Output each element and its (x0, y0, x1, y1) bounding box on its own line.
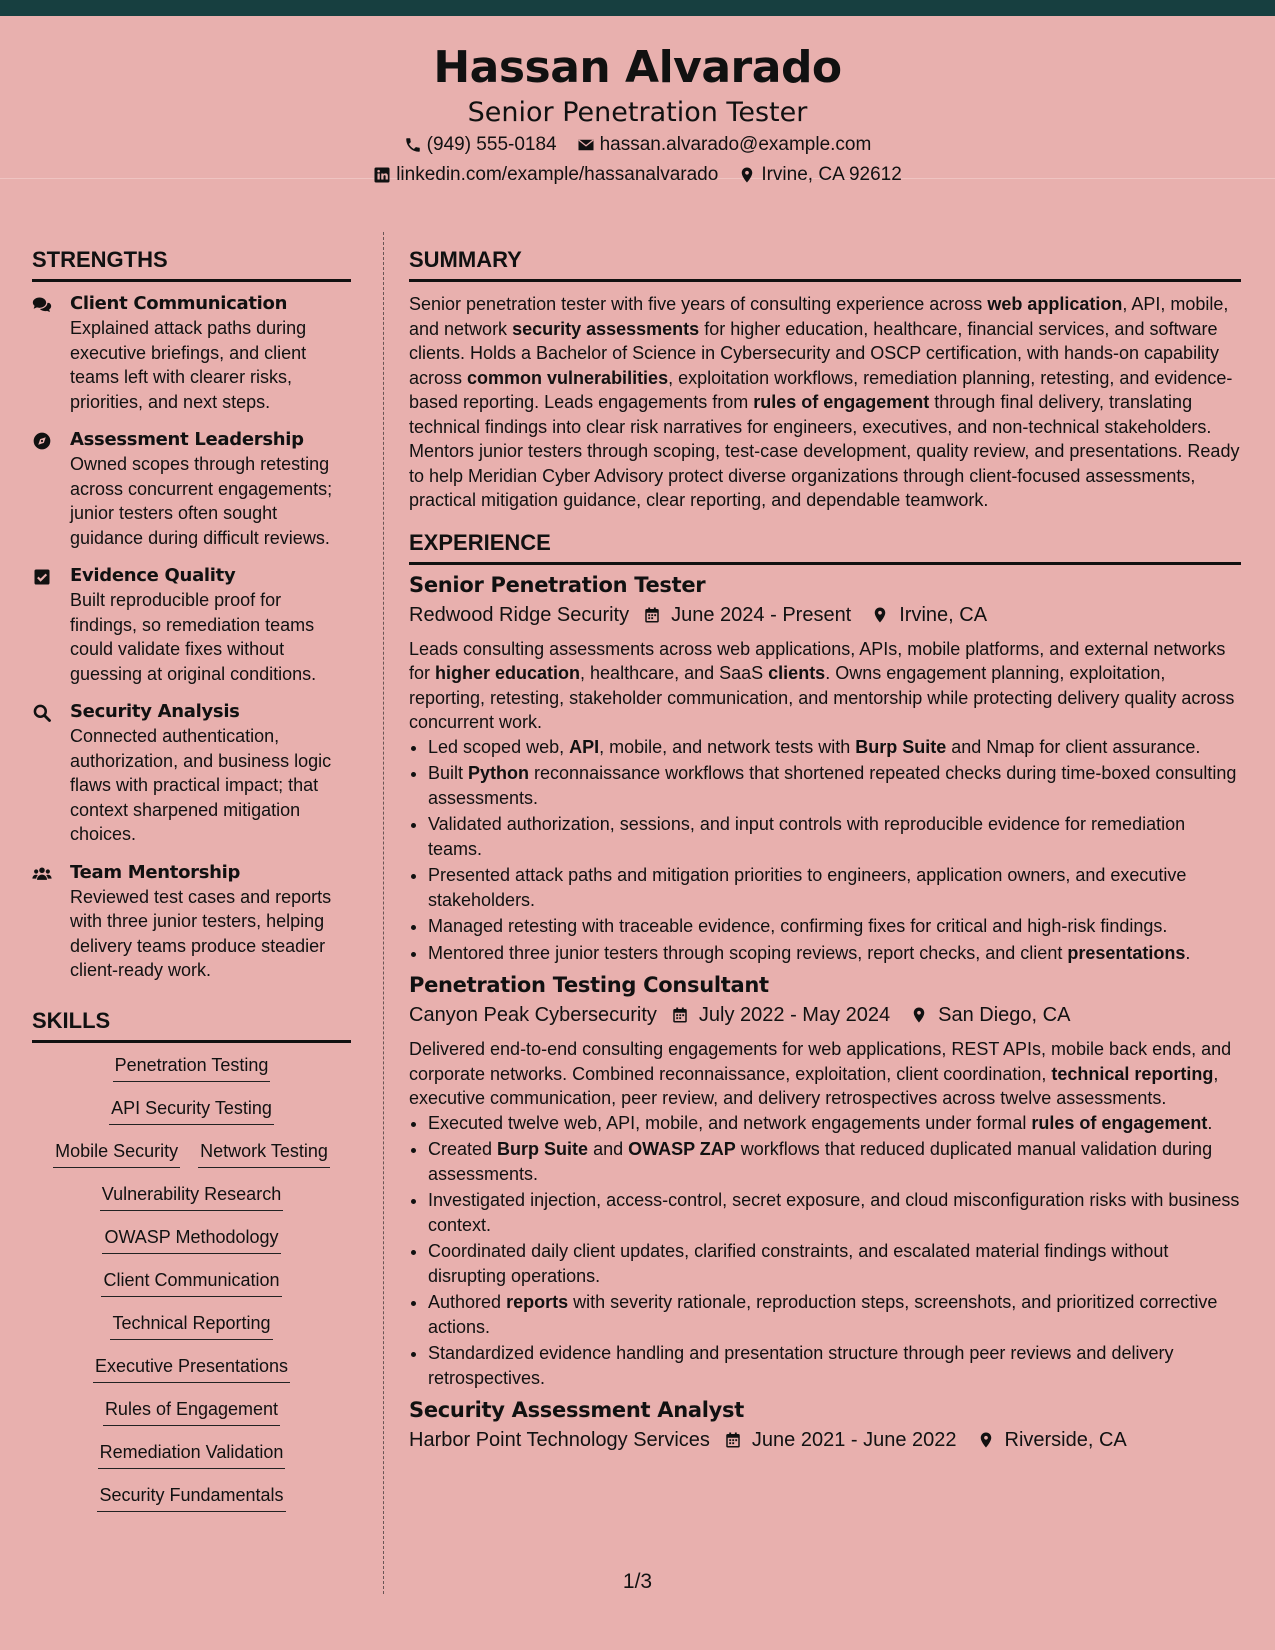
strength-desc: Reviewed test cases and reports with three junior testers, helping delivery teams produce steadier client-ready work. (70, 886, 332, 980)
left-column (32, 232, 351, 1526)
calendar-icon (643, 605, 661, 625)
contact-line-2 (0, 160, 1275, 190)
job-title: Penetration Testing Consultant (409, 973, 769, 997)
page-number: 1/3 (622, 1570, 653, 1593)
email-address[interactable]: hassan.alvarado@example.com (599, 134, 872, 155)
location-contact (738, 160, 901, 190)
job-bullet: • Managed retesting with traceable evidence, confirming fixes for critical and high-risk findings. (428, 914, 1241, 939)
calendar-icon (724, 1430, 742, 1450)
experience-rule (409, 562, 1241, 565)
job-location: Irvine, CA (899, 603, 988, 626)
contact-line-1 (0, 130, 1275, 160)
experience-heading: EXPERIENCE (409, 529, 551, 555)
job-bullet: • Authored reports with severity rationale, reproduction steps, screenshots, and prioritized corrective actions. (428, 1290, 1241, 1339)
job-location: Riverside, CA (1004, 1429, 1127, 1451)
skill-tag: Client Communication (101, 1268, 281, 1297)
calendar-icon (671, 1005, 689, 1025)
job-dates: June 2021 - June 2022 (751, 1429, 957, 1451)
job-bullets (409, 735, 1241, 966)
strength-item (32, 428, 351, 550)
linkedin-icon (373, 166, 391, 184)
strength-title: Security Analysis (70, 701, 240, 722)
map-pin-icon (871, 605, 889, 625)
skills-list (32, 1053, 351, 1512)
skill-tag: Security Fundamentals (97, 1483, 285, 1512)
linkedin-contact[interactable] (373, 160, 718, 190)
strength-desc: Connected authentication, authorization, and business logic flaws with practical impact; that context sharpened mitigation choices. (70, 726, 332, 844)
skills-heading: SKILLS (32, 1007, 111, 1033)
strength-title: Team Mentorship (70, 861, 241, 883)
job-description: Delivered end-to-end consulting engagements for web applications, REST APIs, mobile back ends, and corporate networks. Combined reconnaissance, exploitation, client coordination, technical reporting, executive communication, peer review, and delivery retrospectives across twelve assessments. (409, 1039, 1232, 1108)
phone-contact (404, 130, 557, 160)
job-bullet: • Executed twelve web, API, mobile, and network engagements under formal rules of engagement. (428, 1111, 1241, 1136)
strength-item (32, 564, 351, 686)
phone-icon (404, 136, 422, 154)
job-location: San Diego, CA (938, 1004, 1071, 1026)
job-meta (409, 1424, 1241, 1456)
users-icon (32, 864, 52, 884)
envelope-icon (577, 136, 595, 154)
job-company: Canyon Peak Cybersecurity (409, 1004, 657, 1026)
strength-item (32, 700, 351, 847)
summary-text: Senior penetration tester with five years of consulting experience across web application, API, mobile, and network security assessments for higher education, healthcare, financial services, and software clients. Holds a Bachelor of Science in Cybersecurity and OSCP certification, with hands-on capability across common vulnerabilities, exploitation workflows, remediation planning, retesting, and evidence-based reporting. Leads engagements from rules of engagement through final delivery, translating technical findings into clear risk narratives for engineers, executives, and non-technical stakeholders. Mentors junior testers through scoping, test-case development, quality review, and presentations. Ready to help Meridian Cyber Advisory protect diverse organizations through client-focused assessments, practical mitigation guidance, clear reporting, and dependable teamwork. (409, 294, 1240, 510)
job-bullet: • Presented attack paths and mitigation priorities to engineers, application owners, and executive stakeholders. (428, 863, 1241, 912)
job-description: Leads consulting assessments across web applications, APIs, mobile platforms, and external networks for higher education, healthcare, and SaaS clients. Owns engagement planning, exploitation, reporting, retesting, stakeholder communication, and mentorship while protecting delivery quality across concurrent work. (409, 638, 1235, 732)
resume-header (0, 16, 1275, 185)
strength-title: Client Communication (70, 293, 288, 314)
skill-tag: Technical Reporting (110, 1311, 272, 1340)
email-contact[interactable] (577, 130, 872, 160)
job-company: Harbor Point Technology Services (409, 1429, 710, 1451)
linkedin-url[interactable]: linkedin.com/example/hassanalvarado (396, 164, 719, 185)
job-company: Redwood Ridge Security (409, 603, 630, 626)
job-bullets (409, 1111, 1241, 1391)
candidate-title: Senior Penetration Tester (467, 97, 808, 128)
skill-tag: Executive Presentations (93, 1354, 290, 1383)
top-accent-bar (0, 0, 1275, 16)
skill-tag: API Security Testing (109, 1096, 274, 1125)
strength-desc: Owned scopes through retesting across concurrent engagements; junior testers often sought guidance during difficult reviews. (70, 454, 333, 548)
experience-list (409, 571, 1241, 1457)
phone-number: (949) 555-0184 (426, 134, 557, 155)
summary-heading: SUMMARY (409, 247, 522, 272)
map-pin-icon (977, 1430, 995, 1450)
skill-tag: Rules of Engagement (103, 1397, 280, 1426)
skill-tag: Mobile Security (53, 1139, 180, 1168)
strength-desc: Explained attack paths during executive briefings, and client teams left with clearer risks, priorities, and next steps. (70, 318, 307, 412)
job-dates: July 2022 - May 2024 (698, 1004, 891, 1026)
comments-icon (32, 295, 52, 315)
job-title: Security Assessment Analyst (409, 1398, 744, 1422)
job-title: Senior Penetration Tester (409, 572, 706, 597)
job-entry (409, 1396, 1241, 1456)
checkbox-icon (32, 567, 52, 587)
skills-rule (32, 1040, 351, 1043)
strengths-rule (32, 279, 351, 282)
job-bullet: • Mentored three junior testers through scoping reviews, report checks, and client presentations. (428, 941, 1241, 966)
skill-tag: Penetration Testing (113, 1053, 271, 1082)
compass-icon (32, 431, 52, 451)
job-bullet: • Coordinated daily client updates, clarified constraints, and escalated material findings without disrupting operations. (428, 1239, 1241, 1288)
strength-title: Evidence Quality (70, 565, 236, 586)
skill-tag: Vulnerability Research (100, 1182, 283, 1211)
column-divider (383, 232, 384, 1594)
job-bullet: • Validated authorization, sessions, and input controls with reproducible evidence for remediation teams. (428, 812, 1241, 861)
map-pin-icon (738, 166, 756, 184)
skill-tag: Remediation Validation (98, 1440, 286, 1469)
location-text: Irvine, CA 92612 (761, 164, 902, 185)
search-icon (32, 703, 52, 723)
job-bullet: • Built Python reconnaissance workflows that shortened repeated checks during time-boxed consulting assessments. (428, 761, 1241, 810)
job-entry (409, 571, 1241, 966)
skill-tag: Network Testing (198, 1139, 330, 1168)
job-bullet: • Created Burp Suite and OWASP ZAP workflows that reduced duplicated manual validation during assessments. (428, 1137, 1241, 1186)
strength-title: Assessment Leadership (70, 429, 304, 450)
job-entry (409, 971, 1241, 1390)
job-bullet: • Investigated injection, access-control, secret exposure, and cloud misconfiguration risks with business context. (428, 1188, 1241, 1237)
strengths-heading: STRENGTHS (32, 247, 168, 272)
strength-item (32, 861, 351, 983)
summary-rule (409, 279, 1241, 282)
job-meta (409, 599, 1241, 631)
job-meta (409, 999, 1241, 1031)
job-bullet: • Led scoped web, API, mobile, and network tests with Burp Suite and Nmap for client assurance. (428, 735, 1241, 760)
job-bullet: • Standardized evidence handling and presentation structure through peer reviews and delivery retrospectives. (428, 1341, 1241, 1390)
strength-desc: Built reproducible proof for findings, so remediation teams could validate fixes without guessing at original conditions. (70, 590, 317, 684)
strength-item (32, 292, 351, 414)
candidate-name: Hassan Alvarado (433, 42, 842, 93)
job-dates: June 2024 - Present (671, 603, 852, 626)
skill-tag: OWASP Methodology (102, 1225, 280, 1254)
right-column (409, 232, 1241, 1462)
map-pin-icon (910, 1005, 928, 1025)
